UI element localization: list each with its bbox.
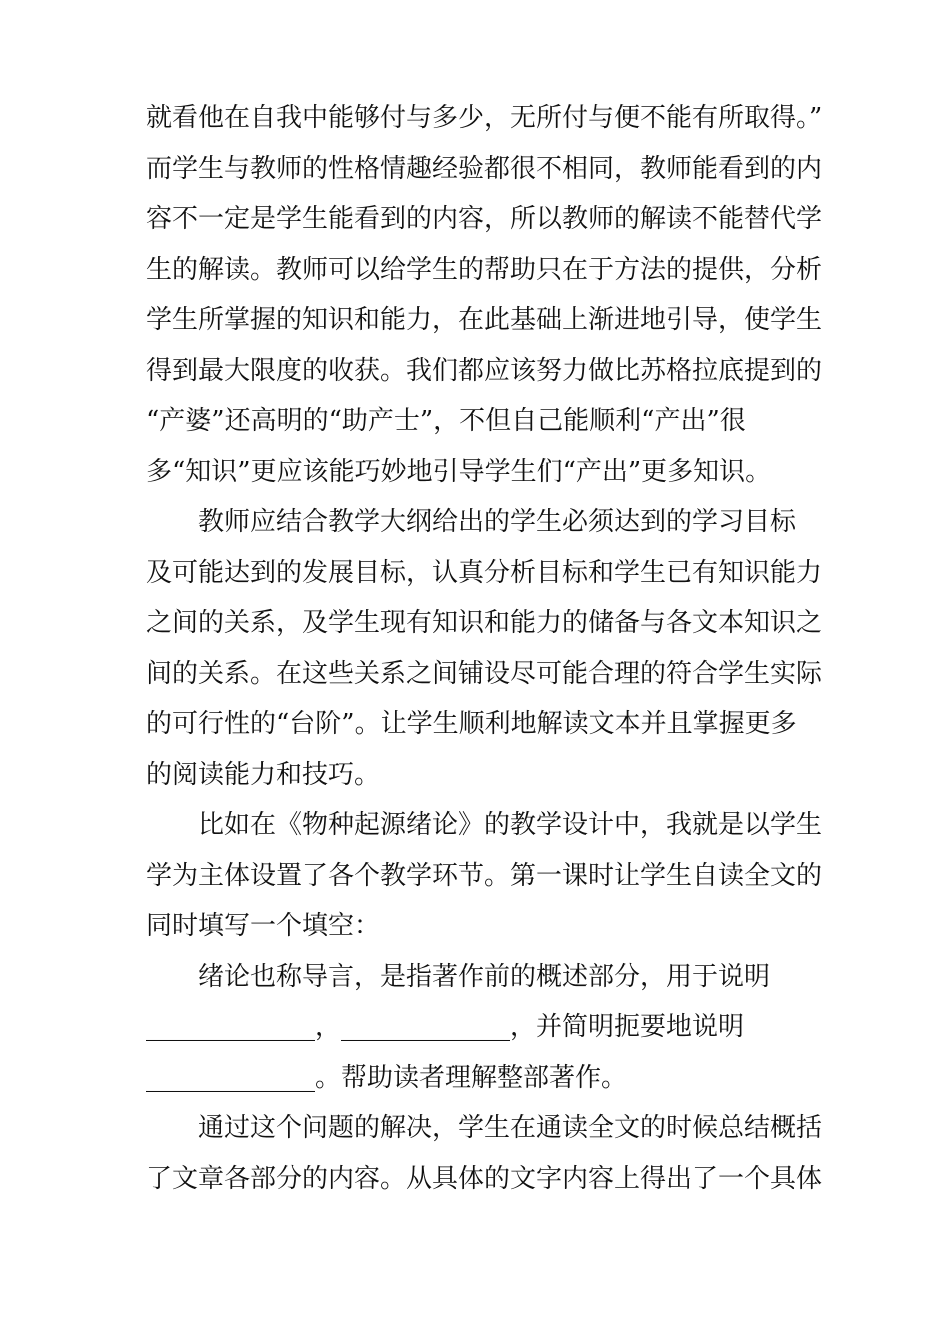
text-line: “产婆”还高明的“助产士”，不但自己能顺利“产出”很 [146,406,746,436]
paragraph-first-line: 比如在《物种起源绪论》的教学设计中，我就是以学生 [198,810,823,840]
text-line: 了文章各部分的内容。从具体的文字内容上得出了一个具体 [146,1163,823,1194]
text-line: 容不一定是学生能看到的内容，所以教师的解读不能替代学 [146,204,823,234]
text-line: 多“知识”更应该能巧妙地引导学生们“产出”更多知识。 [146,456,772,487]
text-line: 间的关系。在这些关系之间铺设尽可能合理的符合学生实际 [146,658,823,689]
text-line: 及可能达到的发展目标，认真分析目标和学生已有知识能力 [146,557,823,588]
text-line: 生的解读。教师可以给学生的帮助只在于方法的提供，分析 [146,254,823,285]
text-line: 之间的关系，及学生现有知识和能力的储备与各文本知识之 [146,608,823,638]
fill-in-blank-line: _____________，_____________，并简明扼要地说明 [146,1012,745,1042]
text-line: 的阅读能力和技巧。 [146,759,381,790]
text-line: 就看他在自我中能够付与多少，无所付与便不能有所取得。” [146,103,823,133]
body-text [146,93,823,1204]
fill-in-blank-line: _____________。帮助读者理解整部著作。 [146,1062,628,1093]
text-line: 得到最大限度的收获。我们都应该努力做比苏格拉底提到的 [146,355,823,386]
text-line: 而学生与教师的性格情趣经验都很不相同，教师能看到的内 [146,153,823,184]
text-line: 学生所掌握的知识和能力，在此基础上渐进地引导，使学生 [146,305,823,335]
text-line: 的可行性的“台阶”。让学生顺利地解读文本并且掌握更多 [146,709,797,739]
paragraph-first-line: 教师应结合教学大纲给出的学生必须达到的学习目标 [198,507,797,537]
paragraph-first-line: 通过这个问题的解决，学生在通读全文的时候总结概括 [198,1113,823,1143]
paragraph-first-line: 绪论也称导言，是指著作前的概述部分，用于说明 [198,961,771,992]
text-line: 同时填写一个填空： [146,911,381,941]
text-line: 学为主体设置了各个教学环节。第一课时让学生自读全文的 [146,860,823,891]
